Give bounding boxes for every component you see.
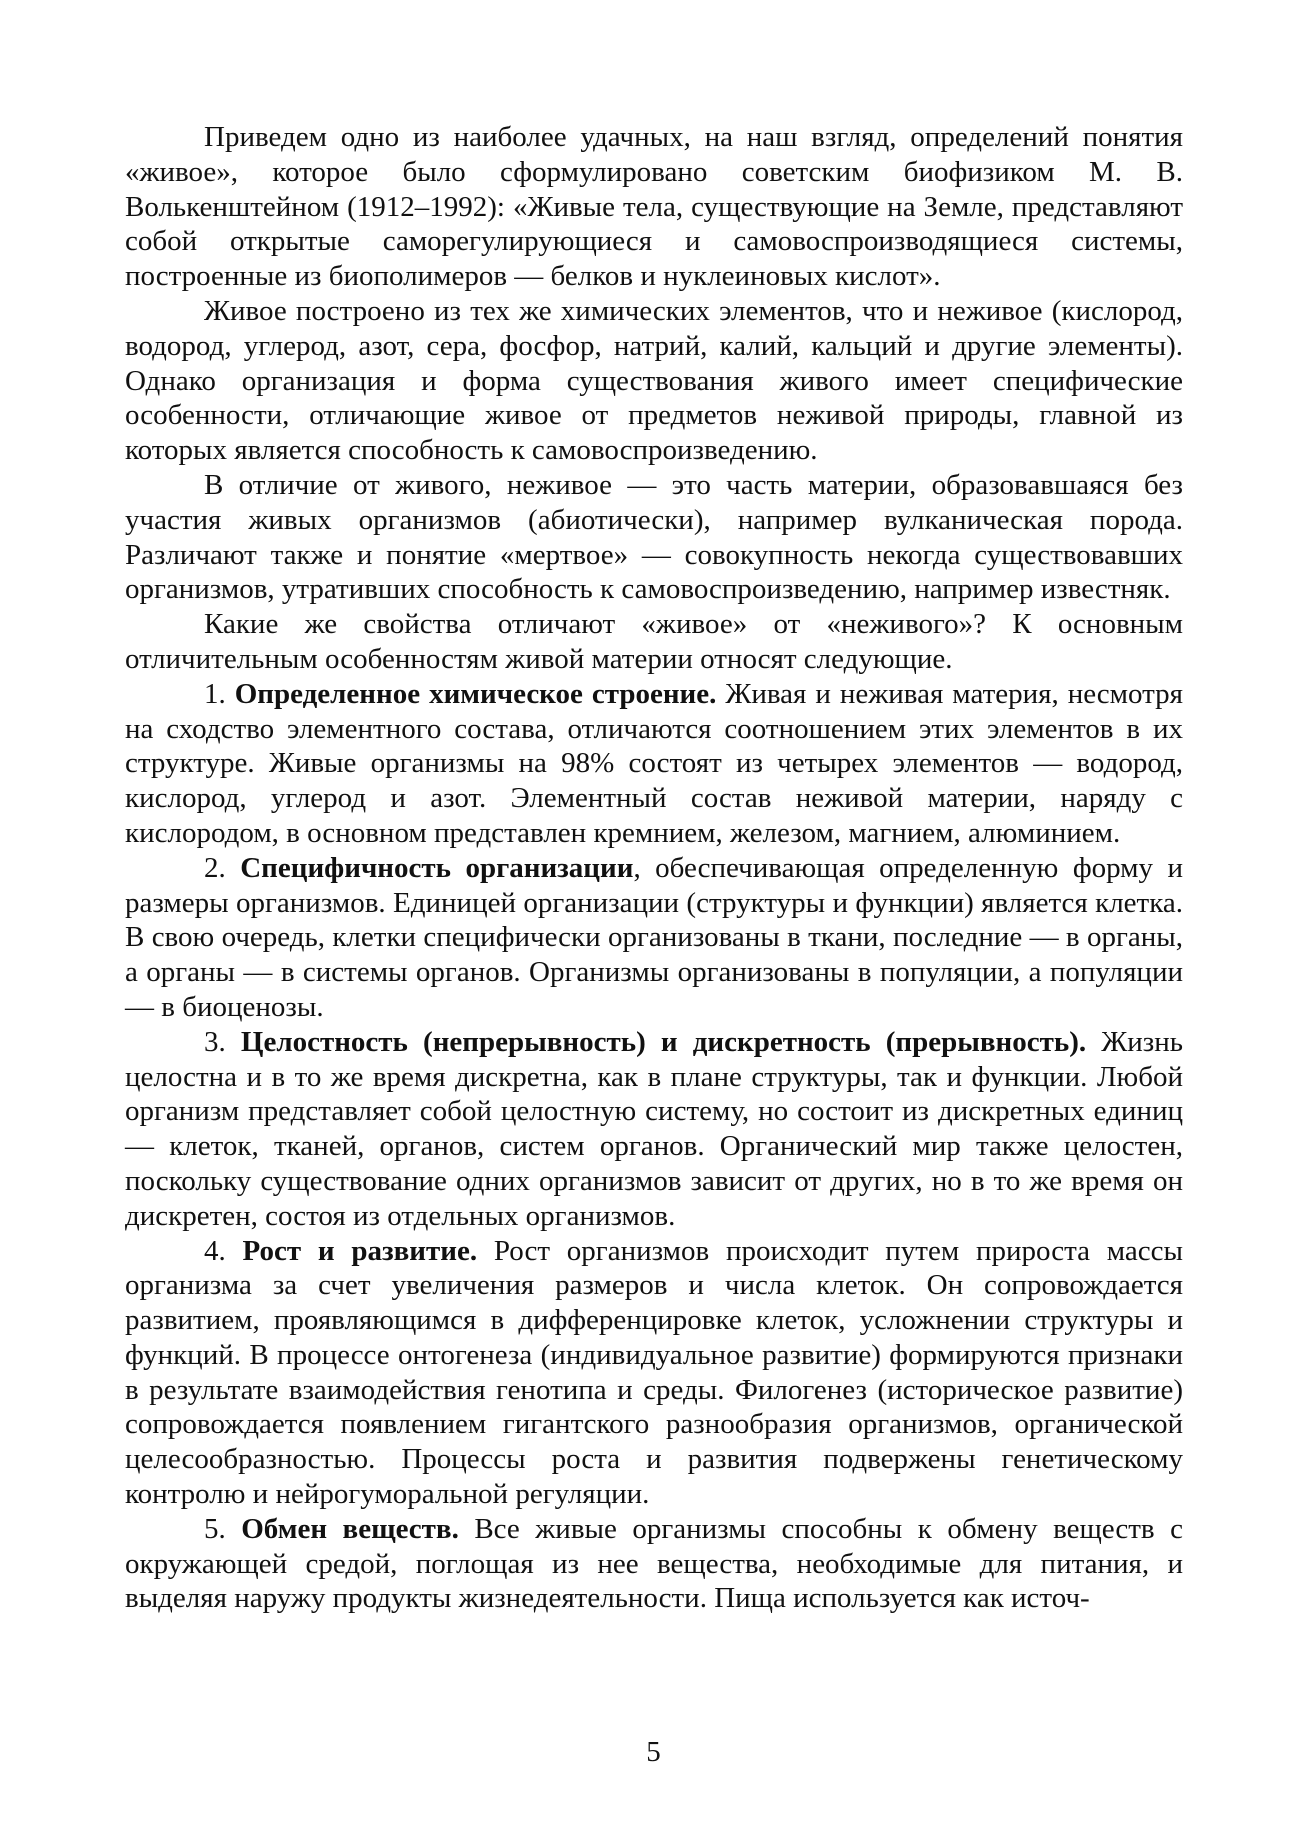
paragraph-definition: Приведем одно из наиболее удачных, на наш взгляд, определений понятия «живое», которое было сформулировано советским биофизиком М. В. Волькенштейном (1912–1992): «Живые тела, существующие на Земле, представляют собой открытые саморегулирующиеся и самовоспроизводящиеся системы, построенные из биополимеров — белков и нуклеиновых кислот».: [125, 121, 1183, 293]
list-item-organization: [125, 851, 1183, 1025]
paragraph-nonliving: В отличие от живого, неживое — это часть материи, образовавшаяся без участия живых организмов (абиотически), например вулканическая порода. Различают также и понятие «мертвое» — совокупность некогда существовавших организмов, утративших способность к самовоспроизведению, например известняк.: [125, 468, 1183, 606]
list-item-text: Рост организмов происходит путем прироста массы организма за счет увеличения размеров и числа клеток. Он сопровождается развитием, проявляющимся в дифференцировке клеток, усложнении структуры и функций. В процессе онтогенеза (индивидуальное развитие) формируются признаки в результате взаимодействия генотипа и среды. Филогенез (историческое развитие) сопровождается появлением гигантского разнообразия организмов, органической целесообразностью. Процессы роста и развития подвержены генетическому контролю и нейрогуморальной регуляции.: [125, 1234, 1183, 1511]
list-item-text: Живая и неживая материя, несмотря на сходство элементного состава, отличаются соотношением этих элементов в их структуре. Живые организмы на 98% состоят из четырех элементов — водород, кислород, углерод и азот. Элементный состав неживой материи, наряду с кислородом, в основном представлен кремнием, железом, магнием, алюминием.: [125, 677, 1184, 849]
list-item-integrity: [125, 1025, 1183, 1234]
list-item-metabolism: [125, 1512, 1183, 1616]
list-item-term: Целостность (непрерывность) и дискретность (прерывность).: [240, 1025, 1087, 1058]
list-item-text: , обеспечивающая определенную форму и размеры организмов. Единицей организации (структуры и функции) является клетка. В свою очередь, клетки специфически организованы в ткани, последние — в органы, а органы — в системы органов. Организмы организованы в популяции, а популяции — в биоценозы.: [125, 851, 1184, 1023]
list-item-text: Жизнь целостна и в то же время дискретна, как в плане структуры, так и функции. Любой организм представляет собой целостную систему, но состоит из дискретных единиц — клеток, тканей, органов, систем органов. Органический мир также целостен, поскольку существование одних организмов зависит от других, но в то же время он дискретен, состоя из отдельных организмов.: [125, 1025, 1183, 1232]
page-number: 5: [646, 1736, 661, 1768]
list-item-number: 5.: [204, 1512, 226, 1545]
list-item-text: Все живые организмы способны к обмену веществ с окружающей средой, поглощая из нее вещества, необходимые для питания, и выделяя наружу продукты жизнедеятельности. Пища используется как источ-: [125, 1512, 1183, 1615]
list-item-number: 3.: [204, 1025, 226, 1058]
page-body: [125, 120, 1183, 1616]
list-item-number: 2.: [204, 851, 226, 884]
paragraph-chemical-elements: Живое построено из тех же химических элементов, что и неживое (кислород, водород, углерод, азот, сера, фосфор, натрий, калий, кальций и другие элементы). Однако организация и форма существования живого имеет специфические особенности, отличающие живое от предметов неживой природы, главной из которых является способность к самовоспроизведению.: [125, 294, 1183, 467]
list-item-chemical-structure: [125, 677, 1183, 851]
paragraph-properties-intro: Какие же свойства отличают «живое» от «неживого»? К основным отличительным особенностям живой материи относят следующие.: [125, 608, 1183, 675]
list-item-term: Специфичность организации: [240, 851, 634, 884]
list-item-term: Обмен веществ.: [241, 1512, 459, 1545]
list-item-number: 1.: [204, 677, 226, 710]
list-item-number: 4.: [204, 1234, 226, 1267]
list-item-term: Рост и развитие.: [242, 1234, 478, 1267]
list-item-growth: [125, 1234, 1183, 1512]
list-item-term: Определенное химическое строение.: [234, 677, 717, 710]
